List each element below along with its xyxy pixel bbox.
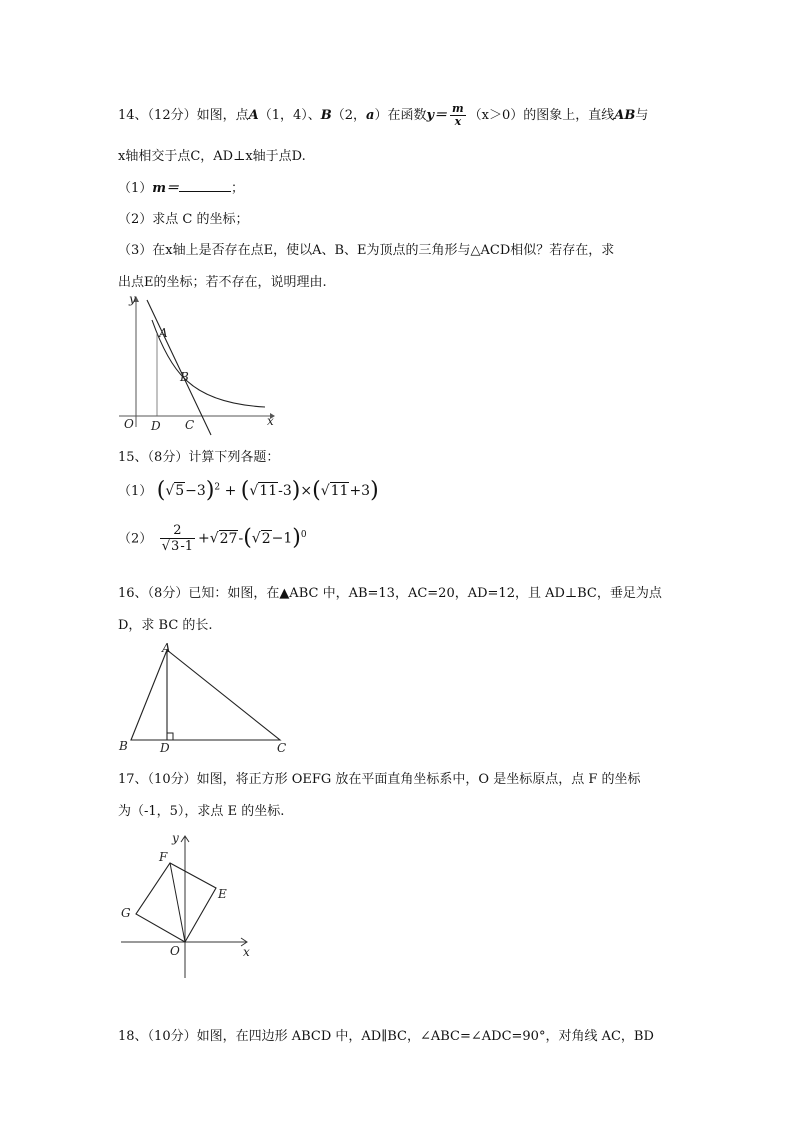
minus-3: −3 <box>185 483 206 499</box>
q14-var-a: a <box>366 108 375 123</box>
fig-label-g: G <box>121 906 131 920</box>
q14-b-close: ）在函数 <box>374 108 427 123</box>
times-sign: × <box>300 483 313 499</box>
q16-figure <box>115 640 295 755</box>
fig-label-c: C <box>185 418 195 432</box>
paren-open: ( <box>240 478 250 503</box>
q17-line2: 为（-1，5），求点 E 的坐标. <box>118 804 285 819</box>
answer-blank <box>179 179 231 192</box>
q17-line1: 17、（10分）如图，将正方形 OEFG 放在平面直角坐标系中，O 是坐标原点，点 F 的坐标 <box>118 772 641 787</box>
q14-part3-line2: 出点E的坐标；若不存在，说明理由. <box>118 275 327 290</box>
fig-label-y: y <box>172 831 179 845</box>
radicand-27: 27 <box>219 530 238 547</box>
q17-figure <box>115 826 265 961</box>
q14-line1 <box>118 103 648 128</box>
fig-label-o: O <box>170 944 180 958</box>
q14-part1-prefix: （1） <box>118 181 153 196</box>
fig-label-a: A <box>159 326 168 340</box>
q14-part3-line1: （3）在x轴上是否存在点E，使以A、B、E为顶点的三角形与△ACD相似？若存在，求 <box>118 243 615 258</box>
q14-line2: x轴相交于点C，AD⊥x轴于点D. <box>118 149 306 164</box>
q15-p2-fraction <box>160 523 195 554</box>
q18-line1: 18、（10分）如图，在四边形 ABCD 中，AD∥BC，∠ABC=∠ADC=90°，对角线 AC，BD <box>118 1029 654 1044</box>
q14-point-b: B <box>320 108 332 123</box>
plus-sign: + <box>197 530 210 547</box>
q14-condition: （x＞0）的图象上，直线 <box>468 108 615 123</box>
q15-part1: （1） $(√5-3)^2 + (√11-3)\times(√11+3)$ <box>118 478 379 503</box>
triangle-abc <box>131 650 280 740</box>
minus-1: -1 <box>180 539 193 554</box>
fig-label-f: F <box>159 850 168 864</box>
q14-figure <box>115 292 285 437</box>
hyperbola-curve <box>152 320 265 407</box>
fig-label-b: B <box>119 739 128 753</box>
radicand-11a: 11 <box>259 483 278 499</box>
q16-line2: D，求 BC 的长. <box>118 618 213 633</box>
fig-label-d: D <box>160 741 170 755</box>
minus-3b: -3 <box>278 483 292 499</box>
radicand-2: 2 <box>261 530 271 547</box>
q15-p1-label: （1） <box>118 484 153 499</box>
q15-head: 15、（8分）计算下列各题： <box>118 450 280 465</box>
q14-line-ab: AB <box>614 108 636 123</box>
q14-b-coord: （2， <box>331 108 367 123</box>
paren-open: ( <box>156 478 166 503</box>
q15-part2: （2） $\frac{2}{√3-1}$ $+√27-(√2-1)^0$ <box>118 523 307 554</box>
q14-point-a: A <box>248 108 259 123</box>
q16-line1: 16、（8分）已知：如图，在▲ABC 中，AB=13，AC=20，AD=12，且 AD⊥BC，垂足为点 <box>118 586 662 601</box>
fig-label-d: D <box>151 419 161 433</box>
q14-frac-m: m <box>452 102 464 115</box>
q14-frac-x: x <box>454 115 462 128</box>
fig-label-x: x <box>243 945 250 959</box>
minus-1b: −1 <box>271 530 293 547</box>
fig-label-o: O <box>124 417 134 431</box>
q15-p2-label: （2） <box>118 531 153 547</box>
paren-close: ) <box>291 478 301 503</box>
q14-part1 <box>118 177 244 196</box>
minus-sign: - <box>238 530 244 547</box>
q14-part2: （2）求点 C 的坐标； <box>118 212 249 227</box>
frac-den: √3-1 <box>161 539 193 554</box>
q14-fraction <box>450 103 466 128</box>
paren-close: ) <box>292 525 301 551</box>
fig-label-y: y <box>129 292 136 306</box>
exponent-0: 0 <box>300 529 307 540</box>
radicand-3: 3 <box>171 539 180 554</box>
q14-y-eq: y＝ <box>426 108 448 123</box>
plus-sign: + <box>224 483 237 499</box>
q14-part1-suffix: ； <box>231 181 245 196</box>
frac-num-2: 2 <box>160 523 195 539</box>
radicand-11b: 11 <box>330 483 349 499</box>
fig-label-e: E <box>218 887 227 901</box>
paren-open: ( <box>243 525 252 551</box>
fig-label-c: C <box>277 741 287 755</box>
q14-part1-m: m＝ <box>152 181 180 196</box>
paren-close: ) <box>205 478 215 503</box>
diagonal-of <box>170 863 185 942</box>
right-angle-mark <box>167 733 173 740</box>
paren-close: ) <box>370 478 379 503</box>
fig-label-x: x <box>267 414 274 428</box>
exponent-2: 2 <box>214 482 221 493</box>
square-oefg <box>136 863 216 942</box>
fig-label-a: A <box>162 641 171 655</box>
plus-3: +3 <box>349 483 371 499</box>
radicand-5: 5 <box>175 483 185 499</box>
q14-head: 14、（12分）如图，点 <box>118 108 249 123</box>
q14-a-coord: （1，4）、 <box>258 108 321 123</box>
fig-label-b: B <box>180 370 189 384</box>
q14-tail1: 与 <box>635 108 649 123</box>
paren-open: ( <box>312 478 321 503</box>
